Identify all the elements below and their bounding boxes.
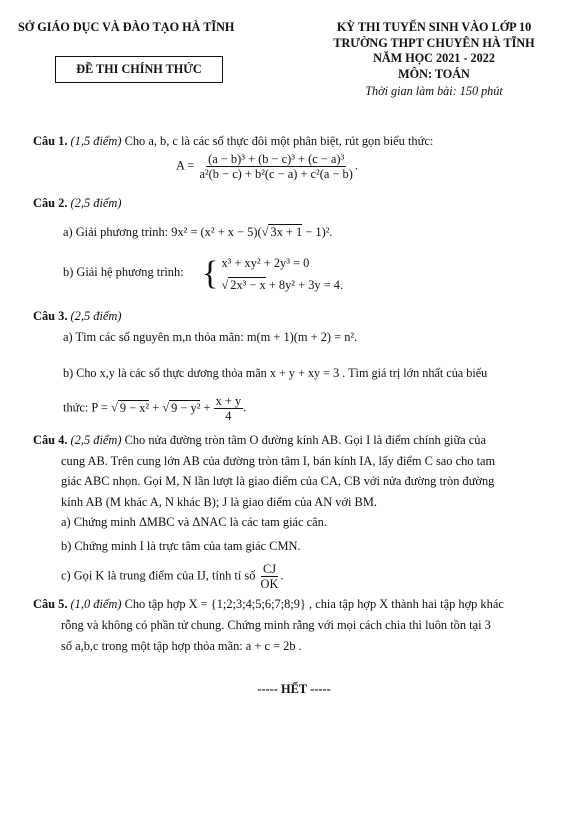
question-2a-text: a) Giải phương trình:	[63, 225, 169, 239]
question-2-label: Câu 2.	[33, 196, 68, 210]
school-name: TRƯỜNG THPT CHUYÊN HÀ TĨNH	[333, 35, 535, 50]
school-year: NĂM HỌC 2021 - 2022	[373, 51, 495, 66]
department-name: SỞ GIÁO DỤC VÀ ĐÀO TẠO HÀ TĨNH	[18, 20, 235, 34]
question-3-points: (2,5 điểm)	[70, 309, 122, 323]
formula-end: .	[354, 158, 358, 173]
duration: Thời gian làm bài: 150 phút	[365, 84, 503, 99]
question-4	[33, 430, 573, 592]
ratio-denominator: OK	[260, 577, 279, 592]
expr-fraction	[214, 394, 247, 424]
question-1-points: (1,5 điểm)	[70, 134, 122, 148]
question-2a-sqrt: 3x + 1	[270, 225, 303, 239]
question-2b-text: b) Giải hệ phương trình:	[63, 265, 184, 279]
question-2a-eq-left: 9x² = (x² + x − 5)(	[171, 225, 262, 239]
subject: MÔN: TOÁN	[398, 66, 470, 81]
question-4-label: Câu 4.	[33, 433, 68, 447]
question-1-formula	[176, 152, 358, 182]
ratio-numerator: CJ	[262, 562, 277, 576]
question-1-intro	[33, 134, 433, 149]
question-4c	[33, 562, 573, 592]
question-4b: b) Chứng minh I là trực tâm của tam giác CMN.	[61, 538, 301, 553]
expr-plus-1: +	[149, 400, 163, 415]
question-4c-text: c) Gọi K là trung điểm của IJ, tính tỉ số	[61, 568, 256, 583]
question-4-text-1: Cho nửa đường tròn tâm O đường kính AB. Gọi I là điểm chính giữa của	[124, 433, 486, 447]
expr-lead: thức: P =	[63, 400, 108, 415]
formula-numerator: (a − b)³ + (b − c)³ + (c − a)³	[208, 152, 345, 166]
system-eq-2-rest: + 8y² + 3y = 4.	[265, 278, 344, 292]
question-4a: a) Chứng minh ΔMBC và ΔNAC là các tam giác cân.	[61, 515, 327, 529]
question-2-heading	[33, 196, 121, 211]
question-3a: a) Tìm các số nguyên m,n thỏa mãn: m(m + 1)(m + 2) = n².	[63, 330, 358, 344]
expr-frac-den: 4	[225, 409, 232, 424]
question-4c-fraction	[259, 562, 284, 592]
expr-sqrt-2: 9 − y²	[171, 400, 201, 415]
question-5	[33, 594, 573, 657]
question-2b	[63, 265, 184, 280]
question-2a-eq-right: − 1)².	[302, 225, 333, 239]
question-3-label: Câu 3.	[33, 309, 68, 323]
question-4-line-3: giác ABC nhọn. Gọi M, N lần lượt là giao điểm của CA, CB với nửa đường tròn đường	[61, 474, 495, 488]
exam-title: KỲ THI TUYỂN SINH VÀO LỚP 10	[336, 20, 532, 34]
formula-fraction	[197, 152, 354, 182]
end-marker: ----- HẾT -----	[257, 682, 331, 696]
question-5-line-1	[33, 594, 573, 615]
exam-header	[296, 20, 572, 100]
question-5-line-2: rỗng và không có phần tử chung. Chứng minh rằng với mọi cách chia thì luôn tồn tại 3	[61, 618, 491, 632]
system-brace-icon: {	[202, 255, 219, 292]
question-1-text: Cho a, b, c là các số thực đôi một phân biệt, rút gọn biểu thức:	[124, 134, 434, 148]
system-eq-2-sqrt: 2x³ − x	[230, 278, 266, 292]
question-5-line-3: số a,b,c trong một tập hợp thỏa mãn: a + c = 2b .	[61, 639, 302, 653]
question-3b: b) Cho x,y là các số thực dương thỏa mãn x + y + xy = 3 . Tìm giá trị lớn nhất của biểu	[63, 366, 488, 380]
official-exam-stamp: ĐỀ THI CHÍNH THỨC	[55, 56, 223, 83]
ratio-end: .	[280, 568, 284, 583]
expr-plus-2: +	[200, 400, 214, 415]
expr-frac-num: x + y	[215, 394, 242, 408]
question-5-points: (1,0 điểm)	[70, 597, 122, 611]
question-4-line-1	[33, 430, 573, 451]
question-5-label: Câu 5.	[33, 597, 68, 611]
formula-denominator: a²(b − c) + b²(c − a) + c²(a − b)	[199, 167, 353, 182]
system-eq-1: x³ + xy² + 2y³ = 0	[221, 256, 310, 270]
question-3b-expression: thức: P = √ 9 − x² + √ 9 − y² + $\frac{x + y}{4}$ .	[63, 394, 247, 424]
question-4-points: (2,5 điểm)	[70, 433, 122, 447]
question-2b-system: { x³ + xy² + 2y³ = 0 √ 2x³ − x + 8y² + 3y = 4.	[202, 252, 343, 296]
question-2-points: (2,5 điểm)	[70, 196, 122, 210]
question-1-label: Câu 1.	[33, 134, 68, 148]
question-4-line-4: kính AB (M khác A, N khác B); J là giao điểm của AN với BM.	[61, 494, 377, 509]
question-5-text-1: Cho tập hợp X = {1;2;3;4;5;6;7;8;9} , chia tập hợp X thành hai tập hợp khác	[124, 597, 504, 611]
formula-lhs: A =	[176, 158, 195, 173]
expr-end: .	[243, 400, 247, 415]
expr-sqrt-1: 9 − x²	[119, 400, 150, 415]
question-2a: a) Giải phương trình: 9x² = (x² + x − 5)(√ 3x + 1 − 1)².	[63, 225, 333, 239]
question-3-heading	[33, 309, 121, 324]
question-4-line-2: cung AB. Trên cung lớn AB của đường tròn tâm I, bán kính IA, lấy điểm C sao cho tam	[61, 453, 496, 468]
